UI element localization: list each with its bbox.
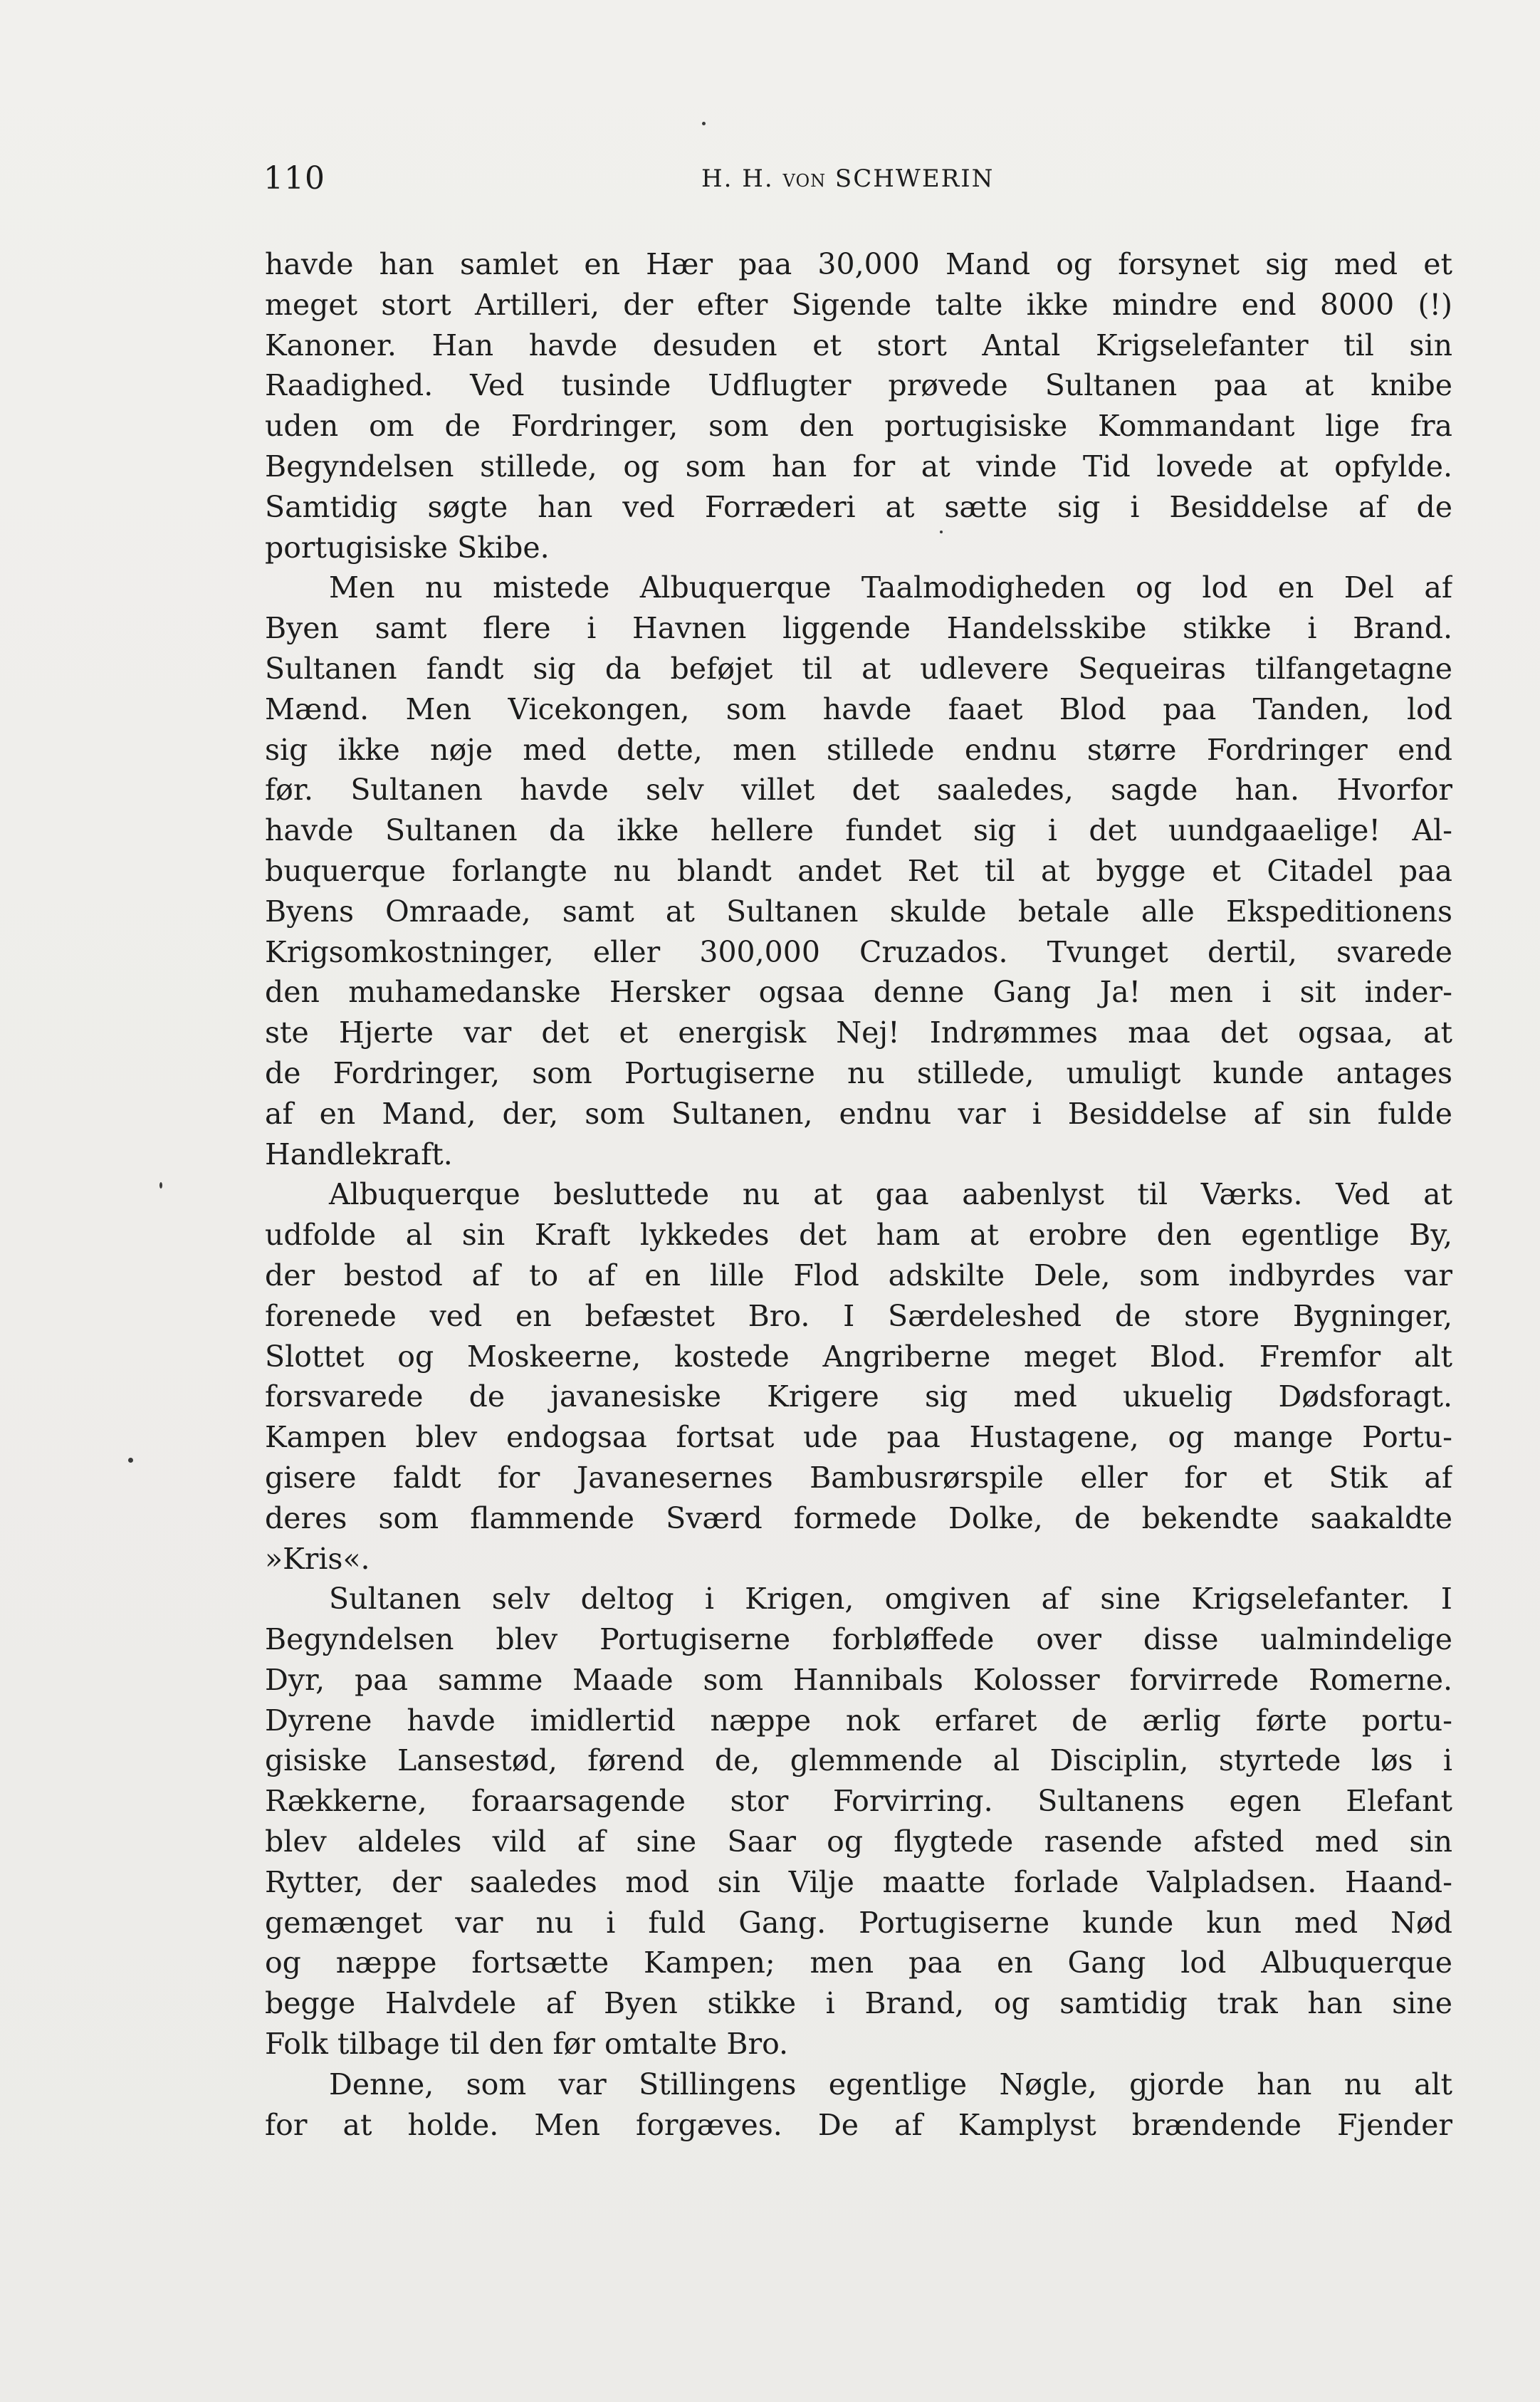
author-particle: VON (782, 171, 827, 191)
text-line: havde han samlet en Hær paa 30,000 Mand og forsynet sig med et (265, 247, 1452, 281)
print-speck (128, 1458, 133, 1463)
text-line: forsvarede de javanesiske Krigere sig med ukuelig Dødsforagt. (265, 1379, 1452, 1414)
print-speck (159, 1182, 162, 1189)
text-line: der bestod af to af en lille Flod adskilte Dele, som indbyrdes var (265, 1258, 1452, 1293)
text-line: Raadighed. Ved tusinde Udflugter prøvede Sultanen paa at knibe (265, 368, 1452, 403)
text-line: deres som flammende Sværd formede Dolke, de bekendte saakaldte (265, 1500, 1452, 1535)
text-line: de Fordringer, som Portugiserne nu stillede, umuligt kunde antages (265, 1055, 1452, 1090)
text-line: Men nu mistede Albuquerque Taalmodigheden og lod en Del af (329, 570, 1452, 605)
text-line: buquerque forlangte nu blandt andet Ret til at bygge et Citadel paa (265, 853, 1452, 888)
text-line: gemænget var nu i fuld Gang. Portugiserne kunde kun med Nød (265, 1905, 1452, 1940)
text-line: havde Sultanen da ikke hellere fundet sig i det uundgaaelige! Al- (265, 813, 1452, 848)
page-number: 110 (263, 160, 325, 197)
text-line: Kanoner. Han havde desuden et stort Antal Krigselefanter til sin (265, 328, 1452, 362)
body-text (265, 244, 1452, 2145)
text-line: Begyndelsen blev Portugiserne forbløffede over disse ualmindelige (265, 1622, 1452, 1657)
text-line: forenede ved en befæstet Bro. I Særdeleshed de store Bygninger, (265, 1298, 1452, 1333)
text-line: Slottet og Moskeerne, kostede Angriberne meget Blod. Fremfor alt (265, 1339, 1452, 1374)
text-line: Samtidig søgte han ved Forræderi at sætte sig i Besiddelse af de (265, 489, 1452, 524)
page-header (263, 160, 1451, 203)
text-line: udfolde al sin Kraft lykkedes det ham at erobre den egentlige By, (265, 1218, 1452, 1253)
print-speck (940, 531, 943, 533)
text-line: Denne, som var Stillingens egentlige Nøgle, gjorde han nu alt (329, 2067, 1452, 2101)
text-line: Byens Omraade, samt at Sultanen skulde betale alle Ekspeditionens (265, 894, 1452, 929)
author-surname: SCHWERIN (826, 165, 995, 193)
text-line: blev aldeles vild af sine Saar og flygtede rasende afsted med sin (265, 1824, 1452, 1859)
text-line: for at holde. Men forgæves. De af Kamplyst brændende Fjender (265, 2107, 1452, 2142)
text-line: Kampen blev endogsaa fortsat ude paa Hustagene, og mange Portu- (265, 1420, 1452, 1455)
text-line: sig ikke nøje med dette, men stillede endnu større Fordringer end (265, 732, 1452, 767)
text-line: af en Mand, der, som Sultanen, endnu var i Besiddelse af sin fulde (265, 1096, 1452, 1131)
text-line: meget stort Artilleri, der efter Sigende talte ikke mindre end 8000 (!) (265, 287, 1452, 322)
text-line: uden om de Fordringer, som den portugisiske Kommandant lige fra (265, 409, 1452, 444)
running-head (701, 165, 994, 193)
text-line: »Kris«. (265, 1541, 370, 1576)
text-line: den muhamedanske Hersker ogsaa denne Gang Ja! men i sit inder- (265, 975, 1452, 1010)
text-line: Mænd. Men Vicekongen, som havde faaet Blod paa Tanden, lod (265, 691, 1452, 726)
text-line: Albuquerque besluttede nu at gaa aabenlyst til Værks. Ved at (329, 1177, 1452, 1212)
text-line: gisiske Lansestød, førend de, glemmende al Disciplin, styrtede løs i (265, 1743, 1452, 1778)
text-line: Sultanen selv deltog i Krigen, omgiven af sine Krigselefanter. I (329, 1582, 1452, 1617)
text-line: Begyndelsen stillede, og som han for at vinde Tid lovede at opfylde. (265, 449, 1452, 484)
text-line: og næppe fortsætte Kampen; men paa en Gang lod Albuquerque (265, 1946, 1452, 1980)
text-line: Rækkerne, foraarsagende stor Forvirring. Sultanens egen Elefant (265, 1784, 1452, 1819)
text-line: Sultanen fandt sig da beføjet til at udlevere Sequeiras tilfangetagne (265, 651, 1452, 686)
text-line: gisere faldt for Javanesernes Bambusrørspile eller for et Stik af (265, 1460, 1452, 1495)
text-line: begge Halvdele af Byen stikke i Brand, og samtidig trak han sine (265, 1986, 1452, 2021)
text-line: før. Sultanen havde selv villet det saaledes, sagde han. Hvorfor (265, 773, 1452, 808)
text-line: Rytter, der saaledes mod sin Vilje maatte forlade Valpladsen. Haand- (265, 1864, 1452, 1899)
text-line: Byen samt flere i Havnen liggende Handelsskibe stikke i Brand. (265, 611, 1452, 646)
text-line: Dyrene havde imidlertid næppe nok erfaret de ærlig førte portu- (265, 1703, 1452, 1738)
text-line: Dyr, paa samme Maade som Hannibals Kolosser forvirrede Romerne. (265, 1662, 1452, 1697)
author-initials: H. H. (701, 165, 783, 193)
text-line: Krigsomkostninger, eller 300,000 Cruzados. Tvunget dertil, svarede (265, 934, 1452, 969)
text-line: ste Hjerte var det et energisk Nej! Indrømmes maa det ogsaa, at (265, 1015, 1452, 1050)
text-line: Handlekraft. (265, 1137, 453, 1171)
print-speck (702, 122, 706, 125)
text-line: Folk tilbage til den før omtalte Bro. (265, 2027, 789, 2062)
text-line: portugisiske Skibe. (265, 530, 550, 565)
